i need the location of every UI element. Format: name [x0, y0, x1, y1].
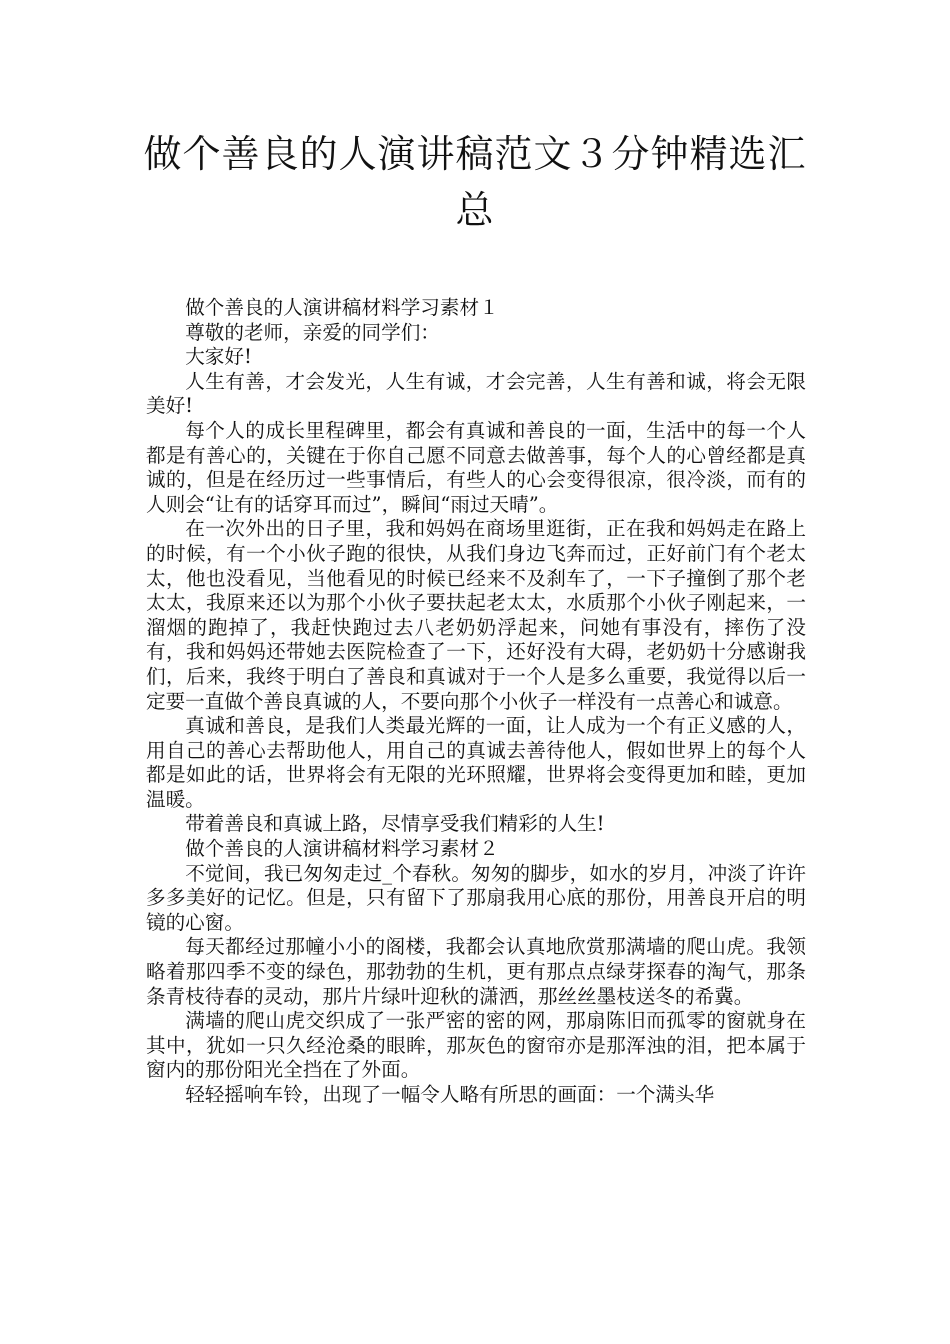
paragraph: 在一次外出的日子里，我和妈妈在商场里逛街，正在我和妈妈走在路上的时候，有一个小伙子跑的很快，从我们身边飞奔而过，正好前门有个老太太，他也没看见，当他看见的时候已经来不及刹车了，一下子撞倒了那个老太太，我原来还以为那个小伙子要扶起老太太，水质那个小伙子刚起来，一溜烟的跑掉了，我赶快跑过去八老奶奶浮起来，问她有事没有，摔伤了没有，我和妈妈还带她去医院检查了一下，还好没有大碍，老奶奶十分感谢我们，后来，我终于明白了善良和真诚对于一个人是多么重要，我觉得以后一定要一直做个善良真诚的人，不要向那个小伙子一样没有一点善心和诚意。: [146, 517, 806, 713]
section-heading-1: 做个善良的人演讲稿材料学习素材１: [185, 296, 499, 319]
paragraph: 轻轻摇响车铃，出现了一幅令人略有所思的画面：一个满头华: [185, 1083, 715, 1106]
paragraph: 每天都经过那幢小小的阁楼，我都会认真地欣赏那满墙的爬山虎。我领略着那四季不变的绿色，那勃勃的生机，更有那点点绿芽探春的淘气，那条条青枝待春的灵动，那片片绿叶迎秋的潇洒，那丝丝墨枝送冬的希冀。: [146, 935, 806, 1008]
paragraph: 每个人的成长里程碑里，都会有真诚和善良的一面，生活中的每一个人都是有善心的，关键在于你自己愿不同意去做善事，每个人的心曾经都是真诚的，但是在经历过一些事情后，有些人的心会变得很凉，很冷淡，而有的人则会“让有的话穿耳而过”，瞬间“雨过天晴”。: [146, 418, 806, 516]
greeting: 大家好!: [185, 345, 252, 369]
document-body: [146, 296, 806, 1108]
section-heading-2: 做个善良的人演讲稿材料学习素材２: [185, 837, 499, 861]
paragraph: 不觉间，我已匆匆走过_个春秋。匆匆的脚步，如水的岁月，冲淡了许许多多美好的记忆。但是，只有留下了那扇我用心底的那份，用善良开启的明镜的心窗。: [146, 861, 806, 934]
paragraph: 满墙的爬山虎交织成了一张严密的密的网，那扇陈旧而孤零的窗就身在其中，犹如一只久经沧桑的眼眸，那灰色的窗帘亦是那浑浊的泪，把本属于窗内的那份阳光全挡在了外面。: [146, 1009, 806, 1082]
salutation: 尊敬的老师，亲爱的同学们：: [185, 320, 440, 344]
paragraph: 带着善良和真诚上路，尽情享受我们精彩的人生!: [185, 812, 605, 836]
document-title: 做个善良的人演讲稿范文３分钟精选汇总: [143, 132, 807, 232]
paragraph: 人生有善，才会发光，人生有诚，才会完善，人生有善和诚，将会无限美好!: [146, 369, 806, 418]
paragraph: 真诚和善良，是我们人类最光辉的一面，让人成为一个有正义感的人，用自己的善心去帮助他人，用自己的真诚去善待他人，假如世界上的每个人都是如此的话，世界将会有无限的光环照耀，世界将会变得更加和睦，更加温暖。: [146, 714, 806, 811]
